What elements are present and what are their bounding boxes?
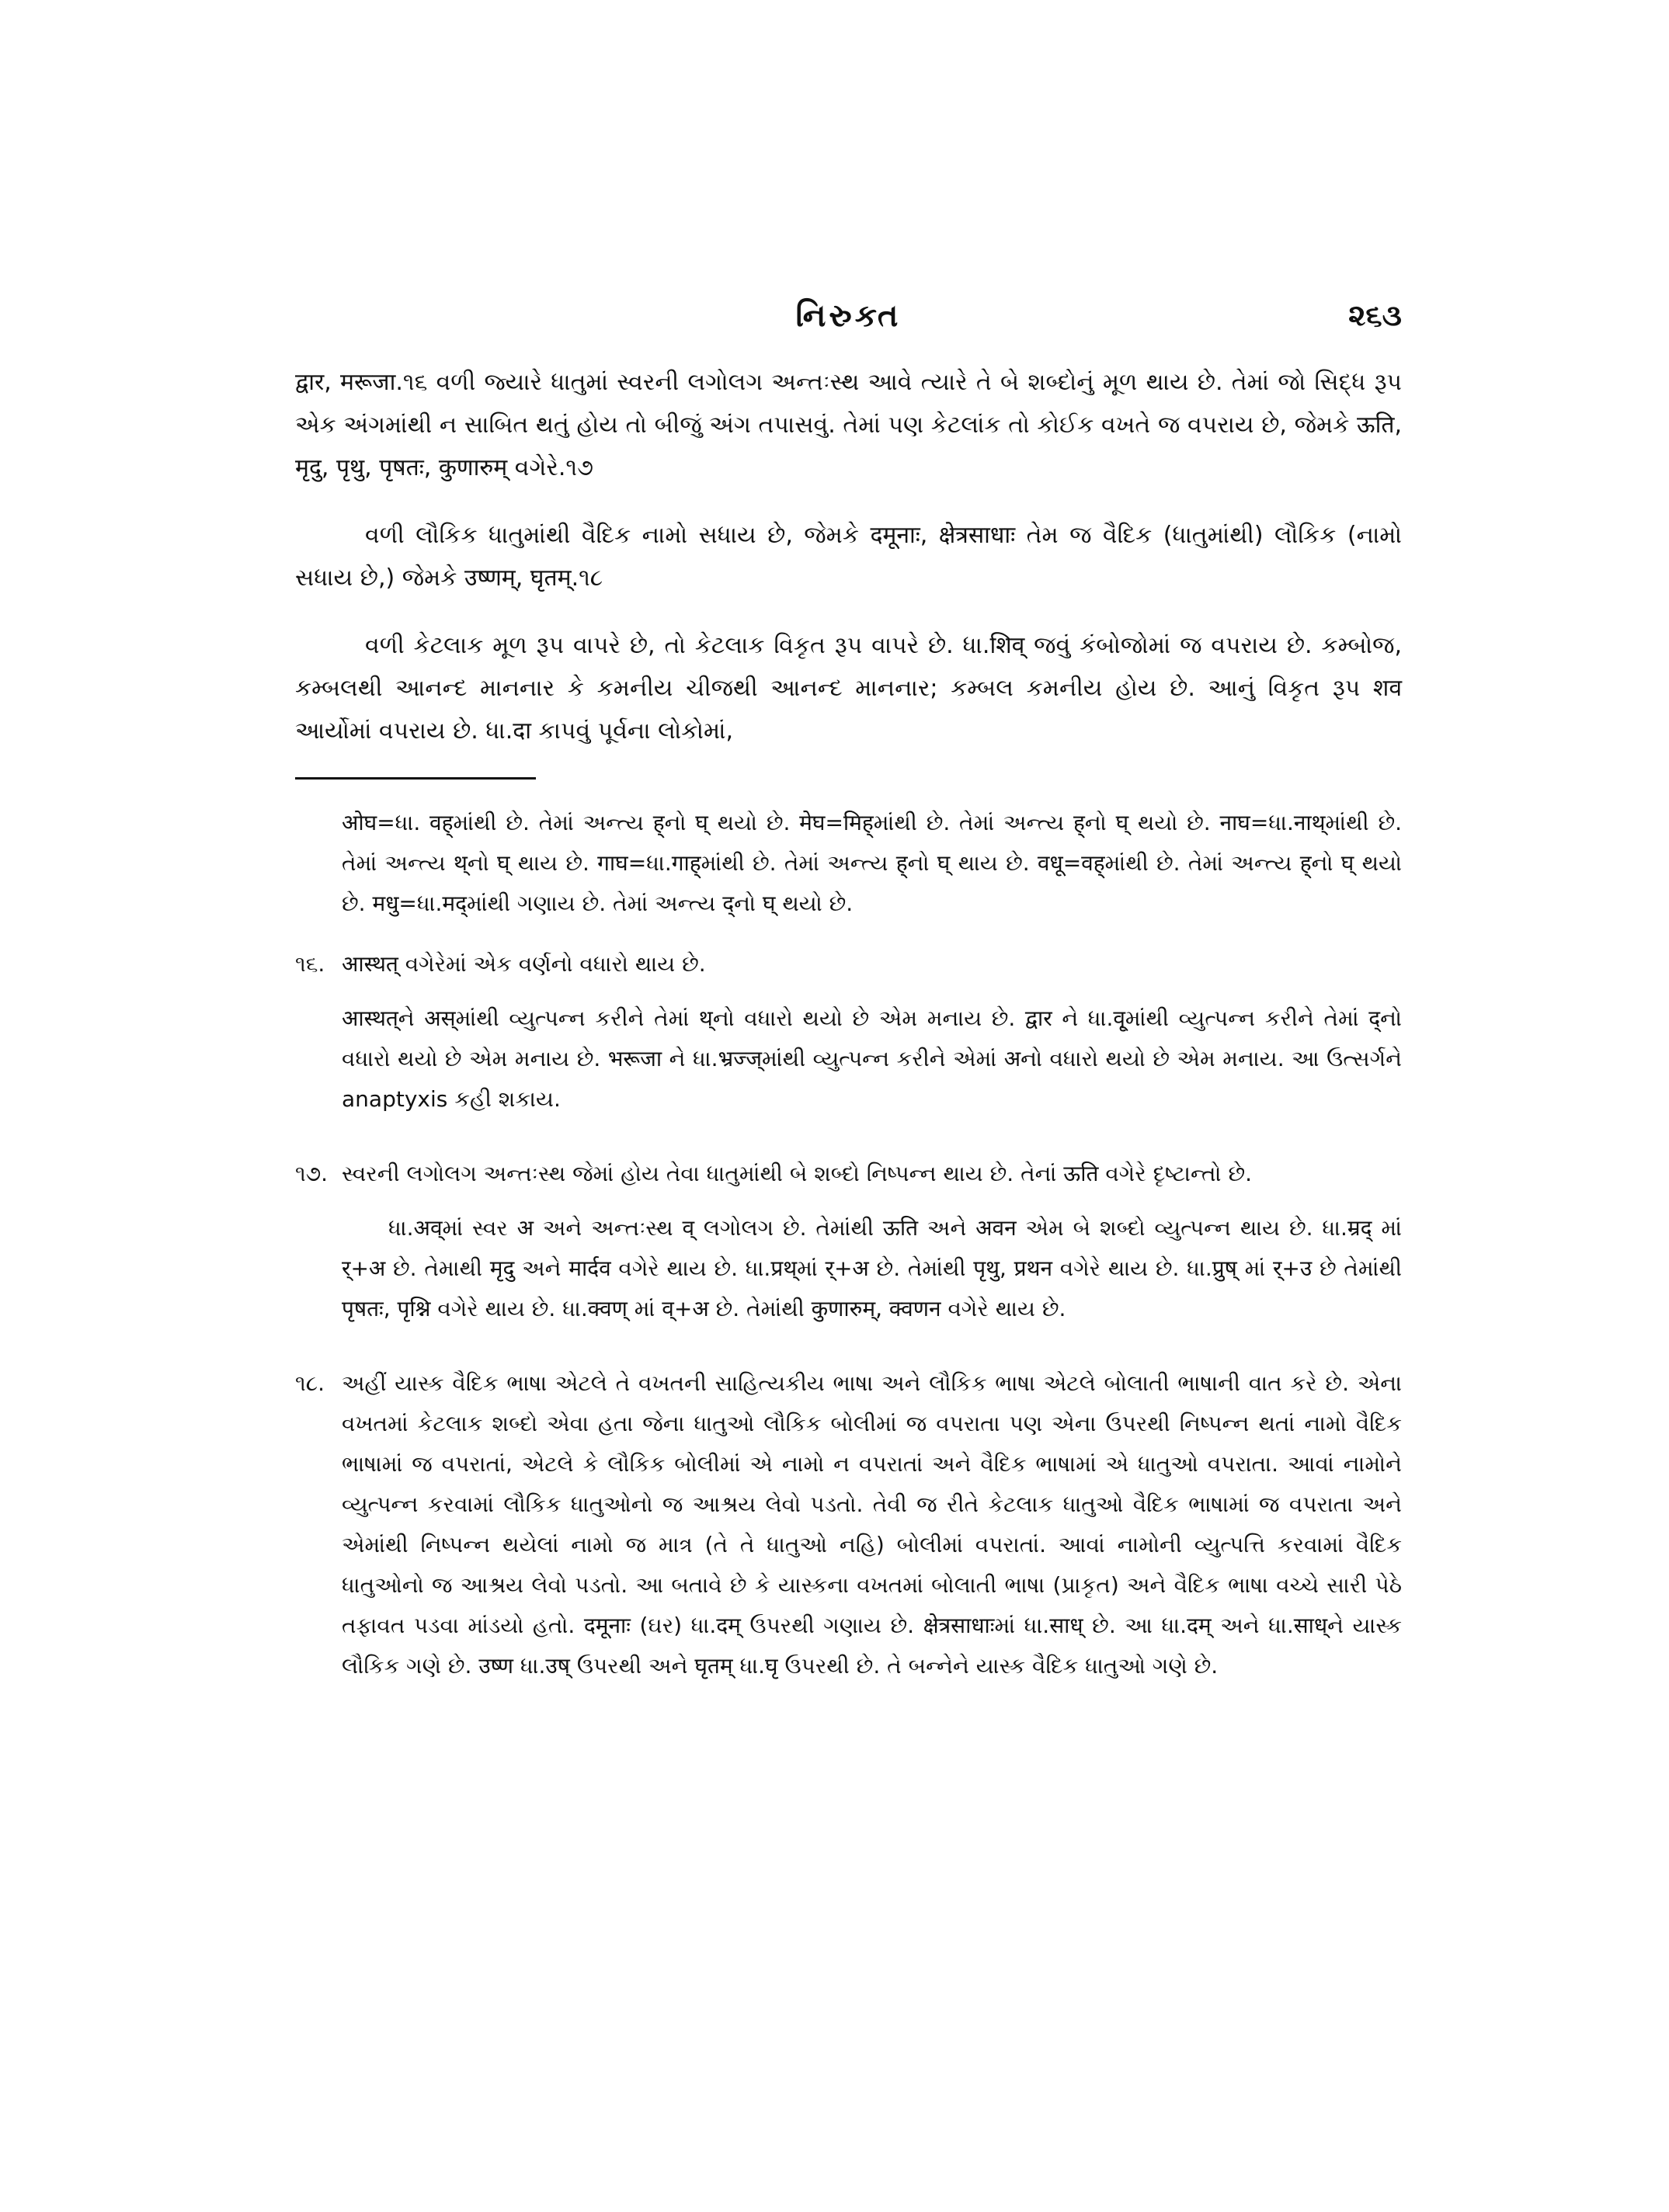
- main-body: [295, 361, 1402, 1721]
- body-paragraph-2: વળી લૌકિક ધાતુમાંથી વૈદિક નામો સધાય છે, જેમકે दमूनाः, क्षेत्रसाधाः તેમ જ વૈદિક (ધાતુમાંથી) લૌકિક (નામો સધાય છે,) જેમકે उष्णम्, घृतम्.૧૮: [295, 522, 1402, 592]
- footnote-continuation: ओघ=ધા. वह्માંથી છે. તેમાં અન્ત્ય ह्નો घ् થયો છે. मेघ=मिह्માંથી છે. તેમાં અન્ત્ય ह्નો घ् થયો છે. नाघ=ધા.नाथ्માંથી છે. તેમાં અન્ત્ય थ्નો घ् થાય છે. गाघ=ધા.गाह्માંથી છે. તેમાં અન્ત્ય ह्નો घ् થાય છે. वधू=वह्માંથી છે. તેમાં અન્ત્ય ह्નો घ् થયો છે. मधु=ધા.मद्માંથી ગણાય છે. તેમાં અન્ત્ય द्નો घ् થયો છે.: [342, 810, 1402, 916]
- footnote-text: आस्थत् વગેરેમાં એક વર્ણનો વધારો થાય છે.: [342, 951, 706, 977]
- footnote-text: आस्थत्ને अस्માંથી વ્યુત્પન્ન કરીને તેમાં थ्નો વધારો થયો છે એમ મનાય છે. द्वार ને ધા.वृ्માંથી વ્યુત્પન્ન કરીને તેમાં द्નો વધારો થયો છે એમ મનાય છે. भरूजा ને ધા.भ्रज्ज्માંથી વ્યુત્પન્ન કરીને એમાં अનો વધારો થયો છે એમ મનાય. આ ઉત્સર્ગને anaptyxis કહી શકાય.: [342, 1005, 1402, 1112]
- footnote-number: ૧૮.: [295, 1370, 325, 1396]
- page-header: [295, 298, 1402, 345]
- running-title: નિરુક્ત: [795, 298, 902, 334]
- footnote-separator: [295, 777, 536, 780]
- footnote-body: [342, 1363, 1402, 1700]
- footnote-16: [295, 944, 1402, 1134]
- footnote-text: ધા.अव्માં સ્વર अ અને અન્તઃસ્થ व् લગોલગ છે. તેમાંથી ऊति અને अवन એમ બે શબ્દો વ્યુત્પન્ન થાય છે. ધા.म्रद् માં र्+अ છે. તેમાથી मृदु અને मार्दव વગેરે થાય છે. ધા.प्रथ्માં र्+अ છે. તેમાંથી पृथु, प्रथन વગેરે થાય છે. ધા.प्रुष् માં र्+उ છે તેમાંથી पृषतः, पृश्नि વગેરે થાય છે. ધા.क्वण् માં व्+अ છે. તેમાંથી कुणारुम्, क्वणन વગેરે થાય છે.: [342, 1215, 1402, 1321]
- footnote-18: [295, 1363, 1402, 1700]
- body-paragraph-3: વળી કેટલાક મૂળ રૂપ વાપરે છે, તો કેટલાક વિકૃત રૂપ વાપરે છે. ધા.शिव् જવું કંબોજોમાં જ વપરાય છે. કમ્બોજ, કમ્બલથી આનન્દ માનનાર કે કમનીય ચીજથી આનન્દ માનનાર; કમ્બલ કમનીય હોય છે. આનું વિકૃત રૂપ शव આર્યોમાં વપરાય છે. ધા.दा કાપવું પૂર્વના લોકોમાં,: [295, 632, 1402, 745]
- footnote-17: [295, 1154, 1402, 1343]
- body-paragraph-1: द्वार, मरूजा.૧૬ વળી જ્યારે ધાતુમાં સ્વરની લગોલગ અન્તઃસ્થ આવે ત્યારે તે બે શબ્દોનું મૂળ થાય છે. તેમાં જો સિદ્ધ રૂપ એક અંગમાંથી ન સાબિત થતું હોય તો બીજું અંગ તપાસવું. તેમાં પણ કેટલાંક તો કોઈક વખતે જ વપરાય છે, જેમકે ऊति, मृदु, पृथु, पृषतः, कुणारुम् વગેરે.૧૭: [295, 369, 1402, 481]
- page-number: ૨૬૩: [1348, 298, 1402, 332]
- footnote-body: [342, 944, 1402, 1134]
- footnote-text: અહીં યાસ્ક વૈદિક ભાષા એટલે તે વખતની સાહિત્યકીય ભાષા અને લૌકિક ભાષા એટલે બોલાતી ભાષાની વાત કરે છે. એના વખતમાં કેટલાક શબ્દો એવા હતા જેના ધાતુઓ લૌકિક બોલીમાં જ વપરાતા પણ એના ઉપરથી નિષ્પન્ન થતાં નામો વૈદિક ભાષામાં જ વપરાતાં, એટલે કે લૌકિક બોલીમાં એ નામો ન વપરાતાં અને વૈદિક ભાષામાં એ ધાતુઓ વપરાતા. આવાં નામોને વ્યુત્પન્ન કરવામાં લૌકિક ધાતુઓનો જ આશ્રય લેવો પડતો. તેવી જ રીતે કેટલાક ધાતુઓ વૈદિક ભાષામાં જ વપરાતા અને એમાંથી નિષ્પન્ન થયેલાં નામો જ માત્ર (તે તે ધાતુઓ નહિ) બોલીમાં વપરાતાં. આવાં નામોની વ્યુત્પત્તિ કરવામાં વૈદિક ધાતુઓનો જ આશ્રય લેવો પડતો. આ બતાવે છે કે યાસ્કના વખતમાં બોલાતી ભાષા (પ્રાકૃત) અને વૈદિક ભાષા વચ્ચે સારી પેઠે તફાવત પડવા માંડયો હતો. दमूनाः (ઘર) ધા.दम् ઉપરથી ગણાય છે. क्षेत्रसाधाःમાં ધા.साध् છે. આ ધા.दम् અને ધા.साध्ને યાસ્ક લૌકિક ગણે છે. उष्ण ધા.उष् ઉપરથી અને घृतम् ધા.घृ ઉપરથી છે. તે બન્નેને યાસ્ક વૈદિક ધાતુઓ ગણે છે.: [342, 1370, 1402, 1679]
- footnote-number: ૧૬.: [295, 951, 325, 977]
- footnote-number: ૧૭.: [295, 1161, 329, 1186]
- footnote-text: સ્વરની લગોલગ અન્તઃસ્થ જેમાં હોય તેવા ધાતુમાંથી બે શબ્દો નિષ્પન્ન થાય છે. તેનાં ऊति વગેરે દૃષ્ટાન્તો છે.: [342, 1161, 1252, 1186]
- footnote-body: [342, 1154, 1402, 1343]
